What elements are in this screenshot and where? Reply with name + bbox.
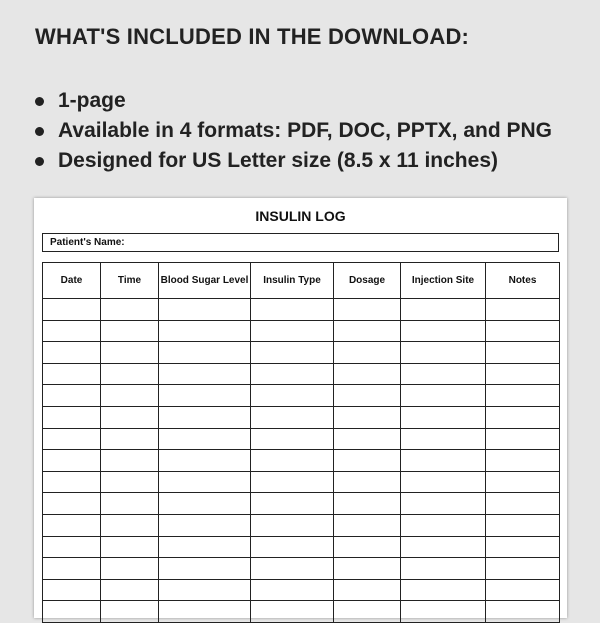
table-cell [486,342,560,364]
table-cell [101,320,159,342]
feature-item [35,116,552,146]
table-row [43,536,560,558]
table-cell [101,558,159,580]
table-cell [334,406,401,428]
table-cell [401,579,486,601]
table-cell [486,471,560,493]
table-cell [101,579,159,601]
table-cell [159,385,251,407]
table-cell [401,450,486,472]
table-cell [486,579,560,601]
feature-text: Available in 4 formats: PDF, DOC, PPTX, and PNG [58,119,552,142]
table-cell [43,406,101,428]
table-row [43,558,560,580]
table-cell [334,428,401,450]
table-cell [43,579,101,601]
table-cell [401,385,486,407]
table-cell [486,536,560,558]
table-cell [401,536,486,558]
table-cell [101,428,159,450]
table-row [43,342,560,364]
table-cell [159,514,251,536]
table-cell [251,579,334,601]
table-row [43,601,560,623]
feature-item [35,86,552,116]
table-cell [159,363,251,385]
table-cell [43,558,101,580]
table-cell [401,363,486,385]
bullet-icon [35,127,44,136]
feature-item [35,146,552,176]
table-cell [334,493,401,515]
table-cell [101,299,159,321]
table-cell [43,363,101,385]
table-cell [43,299,101,321]
table-cell [401,320,486,342]
column-header-insulin-type: Insulin Type [251,263,334,299]
table-cell [401,299,486,321]
table-cell [251,558,334,580]
table-cell [251,363,334,385]
column-header-notes: Notes [486,263,560,299]
table-row [43,428,560,450]
table-cell [486,558,560,580]
table-cell [159,450,251,472]
table-cell [486,514,560,536]
table-cell [251,299,334,321]
table-cell [486,363,560,385]
table-cell [43,450,101,472]
table-row [43,579,560,601]
table-cell [401,601,486,623]
table-cell [251,514,334,536]
table-row [43,363,560,385]
table-cell [101,385,159,407]
table-cell [101,514,159,536]
patient-name-field [42,233,559,252]
table-cell [43,385,101,407]
table-cell [334,342,401,364]
table-cell [159,471,251,493]
table-cell [159,406,251,428]
table-cell [159,299,251,321]
table-cell [251,493,334,515]
insulin-log-document [34,198,567,618]
table-cell [334,558,401,580]
table-cell [401,514,486,536]
table-row [43,514,560,536]
table-cell [251,406,334,428]
table-cell [334,536,401,558]
table-cell [334,450,401,472]
table-cell [43,514,101,536]
table-cell [159,320,251,342]
table-cell [334,514,401,536]
feature-text: Designed for US Letter size (8.5 x 11 inches) [58,149,498,172]
table-cell [159,601,251,623]
feature-list [35,86,552,176]
column-header-time: Time [101,263,159,299]
column-header-dosage: Dosage [334,263,401,299]
table-cell [251,385,334,407]
table-cell [43,536,101,558]
table-cell [486,299,560,321]
table-row [43,299,560,321]
column-header-blood-sugar-level: Blood Sugar Level [159,263,251,299]
patient-name-label: Patient's Name: [50,237,125,248]
table-cell [401,493,486,515]
table-cell [401,428,486,450]
table-cell [486,450,560,472]
table-cell [101,342,159,364]
table-cell [486,406,560,428]
promo-heading: WHAT'S INCLUDED IN THE DOWNLOAD: [35,24,470,49]
table-row [43,471,560,493]
table-cell [159,342,251,364]
table-cell [486,385,560,407]
table-row [43,493,560,515]
table-cell [159,579,251,601]
table-cell [401,558,486,580]
table-cell [43,493,101,515]
table-cell [251,536,334,558]
table-cell [159,558,251,580]
bullet-icon [35,97,44,106]
table-cell [101,493,159,515]
table-cell [486,601,560,623]
table-cell [101,536,159,558]
table-cell [334,385,401,407]
table-row [43,450,560,472]
table-cell [401,342,486,364]
table-cell [401,471,486,493]
table-cell [101,471,159,493]
table-cell [159,493,251,515]
table-cell [159,536,251,558]
table-cell [43,428,101,450]
table-cell [334,601,401,623]
table-cell [251,342,334,364]
table-row [43,320,560,342]
table-cell [334,471,401,493]
table-cell [159,428,251,450]
table-cell [486,428,560,450]
table-cell [251,471,334,493]
table-cell [334,320,401,342]
table-cell [101,406,159,428]
table-cell [101,450,159,472]
table-cell [486,320,560,342]
table-cell [334,579,401,601]
table-cell [101,363,159,385]
table-cell [43,342,101,364]
table-row [43,406,560,428]
table-cell [101,601,159,623]
bullet-icon [35,157,44,166]
table-header-row [43,263,560,299]
table-cell [251,428,334,450]
table-cell [401,406,486,428]
table-cell [486,493,560,515]
table-cell [251,601,334,623]
table-cell [43,320,101,342]
table-cell [334,363,401,385]
document-title: INSULIN LOG [255,208,346,224]
table-cell [251,320,334,342]
table-body [43,299,560,623]
table-cell [251,450,334,472]
column-header-date: Date [43,263,101,299]
insulin-log-table [42,262,560,623]
feature-text: 1-page [58,89,126,112]
table-cell [43,471,101,493]
table-cell [334,299,401,321]
column-header-injection-site: Injection Site [401,263,486,299]
table-cell [43,601,101,623]
table-row [43,385,560,407]
